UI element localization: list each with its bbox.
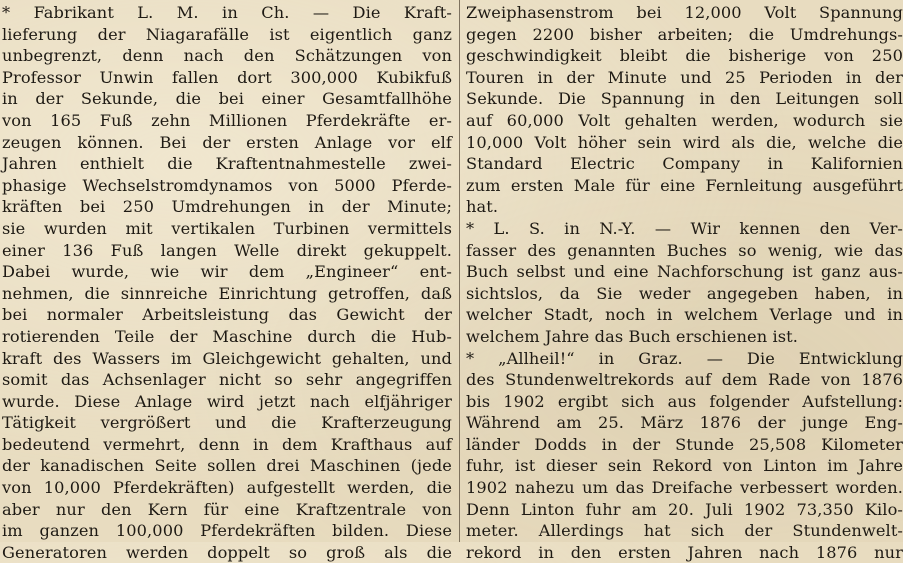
text-line: auf 60,000 Volt gehalten werden, wodurch sie <box>466 110 903 130</box>
text-line: Sekunde. Die Spannung in den Leitungen soll <box>466 89 903 109</box>
text-line: bei normaler Arbeitsleistung das Gewicht der <box>2 305 452 325</box>
left-column <box>2 0 452 562</box>
text-line: zum ersten Male für eine Fernleitung ausgeführt <box>466 175 903 195</box>
text-line: kraft des Wassers im Gleichgewicht gehalten, und <box>2 348 452 368</box>
text-line: 10,000 Volt höher sein wird als die, welche die <box>466 132 903 152</box>
text-line: hat. <box>466 197 499 217</box>
text-line: rotierenden Teile der Maschine durch die Hub- <box>2 326 452 346</box>
text-line: kräften bei 250 Umdrehungen in der Minute; <box>2 197 452 217</box>
text-line: Professor Unwin fallen dort 300,000 Kubikfuß <box>2 67 452 87</box>
text-line: des Stundenweltrekords auf dem Rade von 1876 <box>466 370 903 390</box>
text-line: unbegrenzt, denn nach den Schätzungen von <box>2 46 452 66</box>
text-line: lieferung der Niagarafälle ist eigentlich ganz <box>2 24 452 44</box>
text-line: wurde. Diese Anlage wird jetzt nach elfjähriger <box>2 391 452 411</box>
text-line: fuhr, ist dieser sein Rekord von Linton im Jahre <box>466 456 903 476</box>
text-line: geschwindigkeit bleibt die bisherige von 250 <box>466 46 903 66</box>
text-line: Denn Linton fuhr am 20. Juli 1902 73,350 Kilo- <box>466 499 903 519</box>
text-line: Generatoren werden doppelt so groß als die <box>2 542 452 562</box>
text-line: 1902 nahezu um das Dreifache verbessert worden. <box>466 478 903 498</box>
text-line: Zweiphasenstrom bei 12,000 Volt Spannung <box>466 3 903 22</box>
text-line: bedeutend vermehrt, denn in dem Krafthaus auf <box>2 434 452 454</box>
text-line: in der Sekunde, die bei einer Gesamtfallhöhe <box>2 89 452 109</box>
text-line: * Fabrikant L. M. in Ch. — Die Kraft- <box>2 3 452 22</box>
text-line: von 165 Fuß zehn Millionen Pferdekräfte er- <box>2 110 452 130</box>
text-line: sie wurden mit vertikalen Turbinen vermittels <box>2 218 452 238</box>
text-line: somit das Achsenlager nicht so sehr angegriffen <box>2 370 452 390</box>
text-line: phasige Wechselstromdynamos von 5000 Pferde- <box>2 175 452 195</box>
text-line: sichtslos, da Sie weder angegeben haben, in <box>466 283 903 303</box>
text-line: meter. Allerdings hat sich der Stundenwelt- <box>466 521 903 541</box>
text-line: Standard Electric Company in Kalifornien <box>466 154 903 174</box>
text-line: * „Allheil!“ in Graz. — Die Entwicklung <box>466 348 903 368</box>
text-line: * L. S. in N.-Y. — Wir kennen den Ver- <box>466 218 903 238</box>
text-line: gegen 2200 bisher arbeiten; die Umdrehungs- <box>466 24 903 44</box>
text-line: länder Dodds in der Stunde 25,508 Kilometer <box>466 434 903 454</box>
text-line: im ganzen 100,000 Pferdekräften bilden. Diese <box>2 521 452 541</box>
text-line: fasser des genannten Buches so wenig, wie das <box>466 240 903 260</box>
text-line: zeugen können. Bei der ersten Anlage vor elf <box>2 132 452 152</box>
text-line: welchem Jahre das Buch erschienen ist. <box>466 326 799 346</box>
text-line: von 10,000 Pferdekräften) aufgestellt werden, die <box>2 478 452 498</box>
text-line: Buch selbst und eine Nachforschung ist ganz aus- <box>466 262 903 282</box>
text-line: bis 1902 ergibt sich aus folgender Aufstellung: <box>466 391 903 411</box>
text-line: Tätigkeit vergrößert und die Krafterzeugung <box>2 413 452 433</box>
text-line: rekord in den ersten Jahren nach 1876 nur <box>466 542 903 562</box>
text-line: nehmen, die sinnreiche Einrichtung getroffen, daß <box>2 283 452 303</box>
text-line: Jahren enthielt die Kraftentnahmestelle zwei- <box>2 154 452 174</box>
text-line: aber nur den Kern für eine Kraftzentrale von <box>2 499 452 519</box>
column-divider <box>459 0 460 542</box>
text-line: der kanadischen Seite sollen drei Maschinen (jede <box>2 456 452 476</box>
text-line: Während am 25. März 1876 der junge Eng- <box>466 413 903 433</box>
text-line: einer 136 Fuß langen Welle direkt gekuppelt. <box>2 240 452 260</box>
text-line: Touren in der Minute und 25 Perioden in der <box>466 67 903 87</box>
text-line: welcher Stadt, noch in welchem Verlage und in <box>466 305 903 325</box>
text-line: Dabei wurde, wie wir dem „Engineer“ ent- <box>2 262 452 282</box>
right-column <box>466 0 903 562</box>
